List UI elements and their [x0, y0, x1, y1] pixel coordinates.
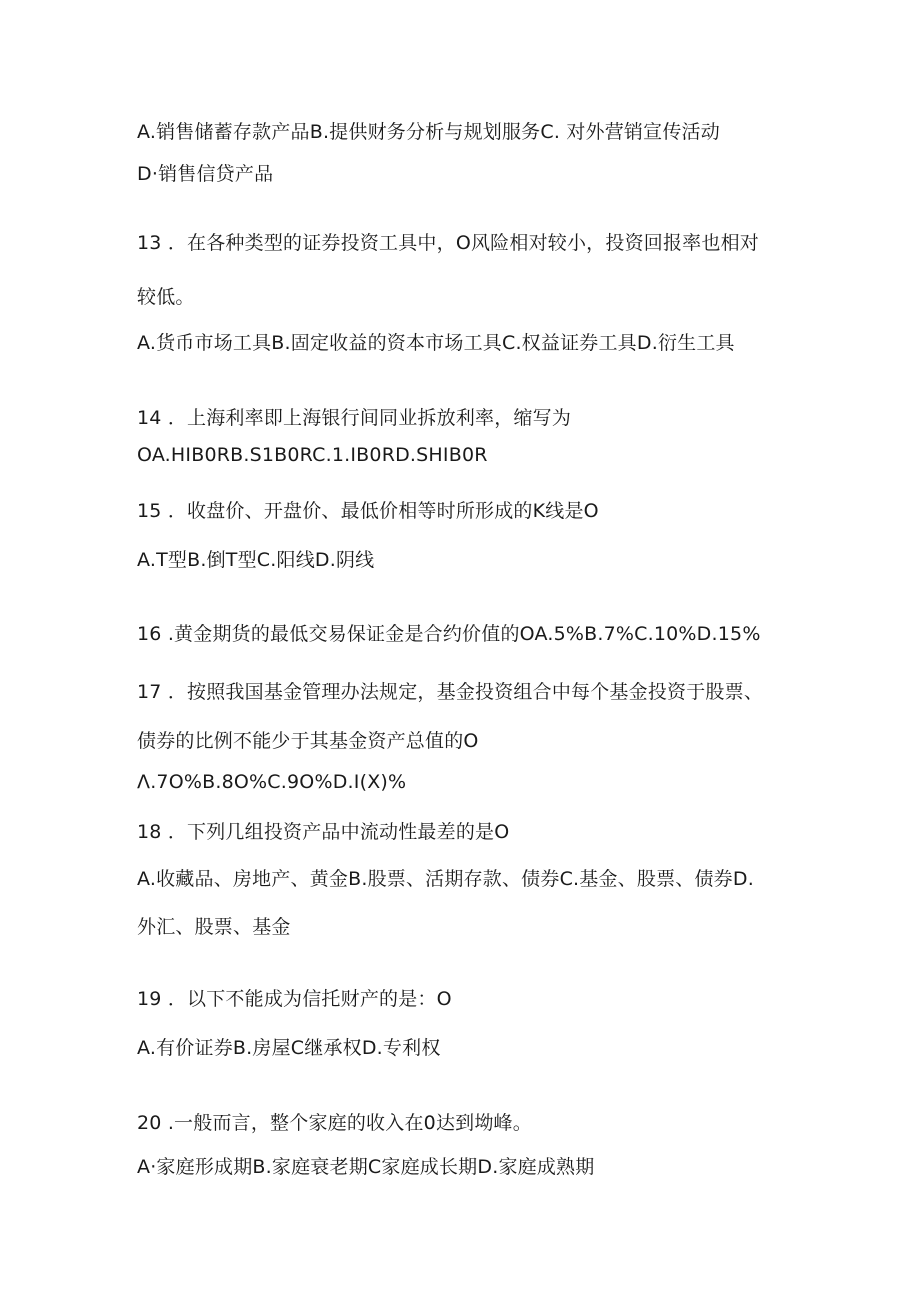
q14-question: 14 ．上海利率即上海银行间同业拆放利率，缩写为	[137, 407, 572, 429]
q20-question: 20 .一般而言，整个家庭的收入在0达到坳峰。	[137, 1112, 532, 1134]
q12-options-line-1: A.销售储蓄存款产品B.提供财务分析与规划服务C. 对外营销宣传活动	[137, 121, 720, 143]
q12-options-line-2: D·销售信贷产品	[137, 163, 274, 185]
q15-question: 15 ．收盘价、开盘价、最低价相等时所形成的K线是O	[137, 500, 599, 522]
q18-options-line-2: 外汇、股票、基金	[137, 916, 291, 938]
q17-question-line-1: 17 ．按照我国基金管理办法规定，基金投资组合中每个基金投资于股票、	[137, 681, 764, 703]
q19-question: 19 ．以下不能成为信托财产的是：O	[137, 988, 452, 1010]
q16-question-options: 16 .黄金期货的最低交易保证金是合约价值的OA.5%B.7%C.10%D.15%	[137, 623, 761, 645]
q13-options: A.货币市场工具B.固定收益的资本市场工具C.权益证券工具D.衍生工具	[137, 332, 735, 354]
q13-question-line-2: 较低。	[137, 286, 195, 308]
q15-options: A.T型B.倒T型C.阳线D.阴线	[137, 549, 375, 571]
q18-question: 18 ．下列几组投资产品中流动性最差的是O	[137, 821, 510, 843]
q20-options: A·家庭形成期B.家庭衰老期C家庭成长期D.家庭成熟期	[137, 1156, 595, 1178]
q17-question-line-2: 债券的比例不能少于其基金资产总值的O	[137, 730, 479, 752]
q19-options: A.有价证券B.房屋C继承权D.专利权	[137, 1037, 441, 1059]
q17-options: Λ.7O%B.8O%C.9O%D.I(X)%	[137, 771, 407, 793]
q18-options-line-1: A.收藏品、房地产、黄金B.股票、活期存款、债券C.基金、股票、债券D.	[137, 868, 754, 890]
q13-question-line-1: 13 ．在各种类型的证券投资工具中，O风险相对较小，投资回报率也相对	[137, 232, 759, 254]
q14-options: OA.HIB0RB.S1B0RC.1.IB0RD.SHIB0R	[137, 444, 488, 466]
